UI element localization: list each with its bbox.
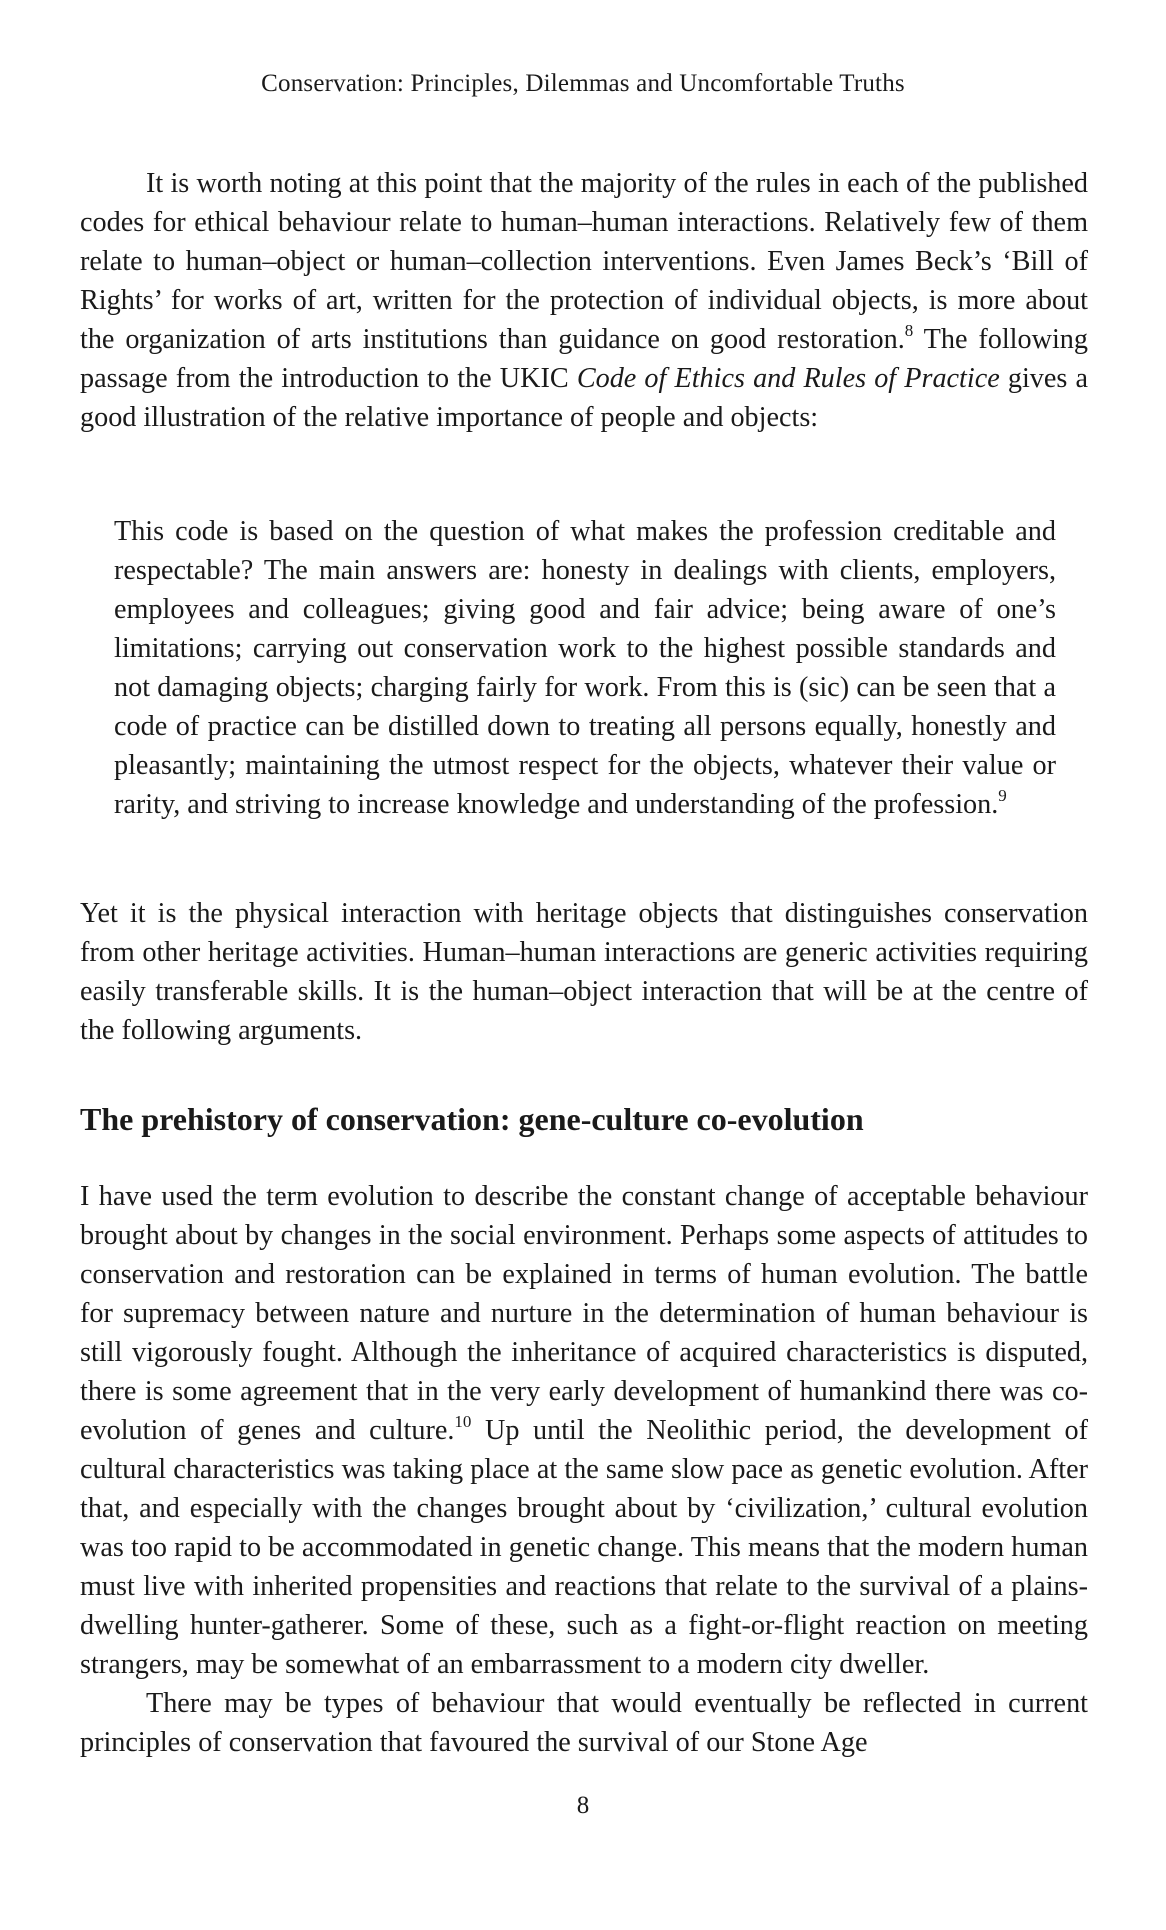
block-quote	[114, 512, 1056, 824]
text-run: The following passage from the introduction to the UKIC	[80, 324, 1088, 394]
section-heading: The prehistory of conservation: gene-culture co-evolution	[80, 1101, 864, 1137]
footnote-ref-10: 10	[454, 1411, 472, 1431]
text-run: It is worth noting at this point that the majority of the rules in each of the published codes for ethical behaviour relate to human–human interactions. Relatively few of them relate to human–object or human–collection interventions. Even James Beck’s ‘Bill of Rights’ for works of art, written for the protection of individual objects, is more about the organization of arts institutions than guidance on good restoration.	[80, 168, 1088, 355]
running-head: Conservation: Principles, Dilemmas and Uncomfortable Truths	[261, 70, 905, 97]
quote-text	[114, 512, 1056, 824]
code-title-italic: Code of Ethics and Rules of Practice	[576, 363, 1000, 394]
paragraph-text	[80, 1177, 1088, 1684]
footnote-ref-9: 9	[998, 785, 1007, 805]
paragraph-text: Yet it is the physical interaction with heritage objects that distinguishes conservation from other heritage activities. Human–human interactions are generic activities requiring easily transferable skills. It is the human–object interaction that will be at the centre of the following arguments.	[80, 898, 1088, 1046]
paragraph-physical-interaction	[80, 894, 1088, 1050]
paragraph-evolution	[80, 1177, 1088, 1762]
paragraph-codes-of-ethics	[80, 164, 1088, 437]
text-run: This code is based on the question of what makes the profession creditable and respectable? The main answers are: honesty in dealings with clients, employers, employees and colleagues; giving good and fair advice; being aware of one’s limitations; carrying out conservation work to the highest possible standards and not damaging objects; charging fairly for work. From this is (sic) can be seen that a code of practice can be distilled down to treating all persons equally, honestly and pleasantly; maintaining the utmost respect for the objects, whatever their value or rarity, and striving to increase knowledge and understanding of the profession.	[114, 516, 1056, 820]
text-run: gives a good illustration of the relative importance of people and objects:	[80, 363, 1089, 433]
paragraph-stone-age: There may be types of behaviour that would eventually be reflected in current principles of conservation that favoured the survival of our Stone Age	[80, 1688, 1088, 1758]
page-number: 8	[576, 1792, 590, 1819]
text-run: Up until the Neolithic period, the development of cultural characteristics was taking place at the same slow pace as genetic evolution. After that, and especially with the changes brought about by ‘civilization,’ cultural evolution was too rapid to be accommodated in genetic change. This means that the modern human must live with inherited propensities and reactions that relate to the survival of a plains-dwelling hunter-gatherer. Some of these, such as a fight-or-flight reaction on meeting strangers, may be somewhat of an embarrassment to a modern city dweller.	[80, 1415, 1088, 1680]
footnote-ref-8: 8	[904, 320, 914, 340]
text-run: I have used the term evolution to describe the constant change of acceptable behaviour brought about by changes in the social environment. Perhaps some aspects of attitudes to conservation and restoration can be explained in terms of human evolution. The battle for supremacy between nature and nurture in the determination of human behaviour is still vigorously fought. Although the inheritance of acquired characteristics is disputed, there is some agreement that in the very early development of humankind there was co-evolution of genes and culture.	[80, 1181, 1088, 1446]
paragraph-text	[80, 164, 1088, 437]
